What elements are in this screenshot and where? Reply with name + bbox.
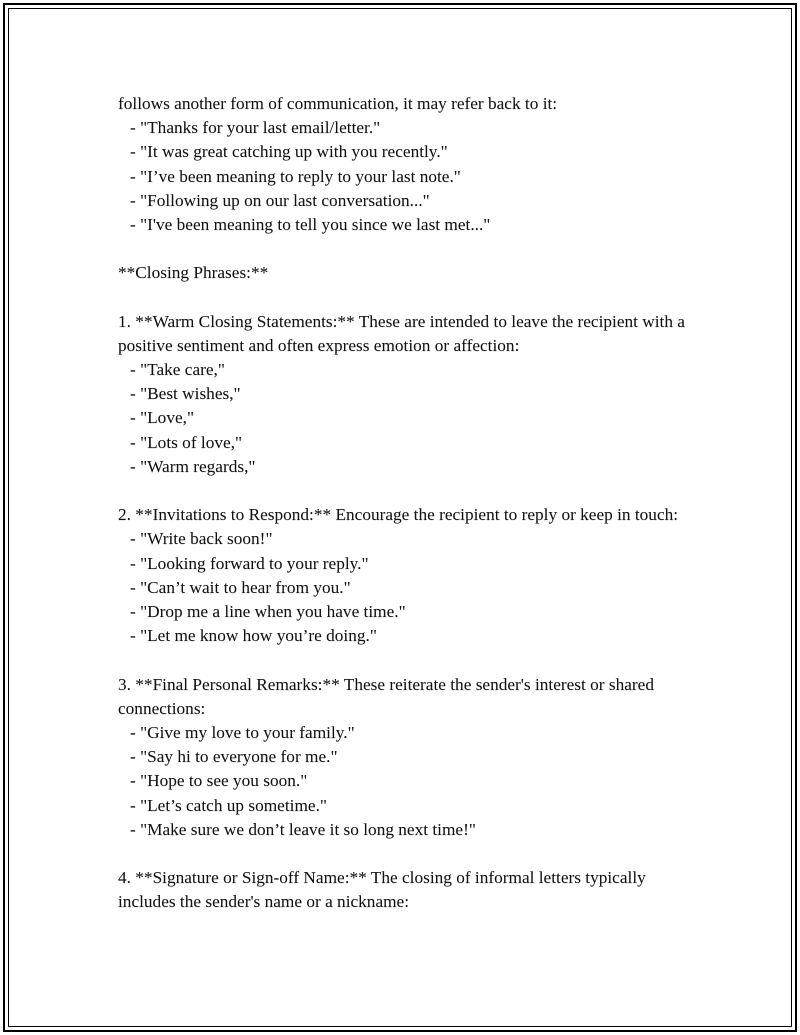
list-item: - "Thanks for your last email/letter."	[130, 118, 381, 138]
spacer	[118, 648, 718, 672]
list-item: - "Let me know how you’re doing."	[130, 626, 377, 646]
list-item: - "Hope to see you soon."	[130, 771, 308, 791]
list-item: - "Can’t wait to hear from you."	[130, 577, 351, 597]
spacer	[118, 286, 718, 310]
list-item: - "Give my love to your family."	[130, 722, 355, 742]
section-paragraph: 1. **Warm Closing Statements:** These are intended to leave the recipient with a positive sentiment and often express emotion or affection:	[118, 311, 685, 355]
section-paragraph: 4. **Signature or Sign-off Name:** The closing of informal letters typically includes the sender's name or a nickname:	[118, 868, 646, 912]
list-item: - "I’ve been meaning to reply to your last note."	[130, 166, 461, 186]
section-paragraph: 3. **Final Personal Remarks:** These reiterate the sender's interest or shared connections:	[118, 674, 654, 718]
list-item: - "Looking forward to your reply."	[130, 553, 369, 573]
document-body	[118, 92, 718, 914]
intro-line: follows another form of communication, it may refer back to it:	[118, 94, 558, 113]
closing-heading: **Closing Phrases:**	[118, 263, 269, 283]
list-item: - "Warm regards,"	[130, 456, 256, 476]
spacer	[118, 842, 718, 866]
list-item: - "It was great catching up with you recently."	[130, 142, 448, 162]
list-item: - "Love,"	[130, 408, 195, 428]
list-item: - "Take care,"	[130, 360, 225, 380]
list-item: - "Following up on our last conversation..."	[130, 190, 430, 210]
spacer	[118, 237, 718, 261]
list-item: - "Write back soon!"	[130, 529, 273, 549]
section-paragraph: 2. **Invitations to Respond:** Encourage the recipient to reply or keep in touch:	[118, 505, 679, 525]
list-item: - "Lots of love,"	[130, 432, 243, 452]
list-item: - "Say hi to everyone for me."	[130, 747, 338, 767]
list-item: - "Best wishes,"	[130, 384, 241, 404]
list-item: - "I've been meaning to tell you since we last met..."	[130, 214, 491, 234]
list-item: - "Let’s catch up sometime."	[130, 795, 327, 815]
spacer	[118, 479, 718, 503]
list-item: - "Drop me a line when you have time."	[130, 601, 406, 621]
list-item: - "Make sure we don’t leave it so long next time!"	[130, 819, 476, 839]
